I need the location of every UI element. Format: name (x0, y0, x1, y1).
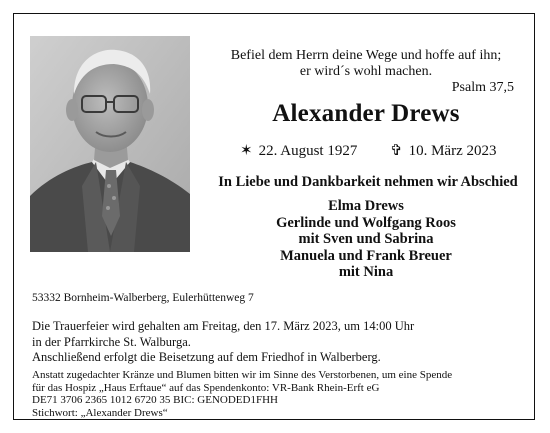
ceremony-details (32, 319, 522, 366)
birth-date: 22. August 1927 (258, 143, 358, 159)
donation-line: DE71 3706 2365 1012 6720 35 BIC: GENODED1FHH (32, 394, 278, 406)
death-date: 10. März 2023 (408, 143, 497, 159)
donation-line: Stichwort: „Alexander Drews“ (32, 406, 168, 419)
star-icon: ✶ (240, 143, 253, 159)
mourners-list (212, 198, 520, 281)
mourner-line: mit Sven und Sabrina (298, 231, 434, 247)
ceremony-line: in der Pfarrkirche St. Walburga. (32, 334, 191, 349)
psalm-reference: Psalm 37,5 (451, 80, 514, 95)
mourner-line: mit Nina (338, 264, 394, 280)
mourner-line: Manuela und Frank Breuer (280, 247, 452, 264)
ceremony-line: Anschließend erfolgt die Beisetzung auf dem Friedhof in Walberberg. (32, 350, 381, 364)
donation-line: Anstatt zugedachter Kränze und Blumen bitten wir im Sinne des Verstorbenen, um eine Spende (32, 369, 453, 381)
mourner-line: Gerlinde und Wolfgang Roos (276, 214, 456, 231)
farewell-line: In Liebe und Dankbarkeit nehmen wir Abschied (218, 174, 518, 190)
donation-line: für das Hospiz „Haus Erftaue“ auf das Spendenkonto: VR-Bank Rhein-Erft eG (32, 381, 380, 394)
death-date-group (390, 141, 496, 160)
psalm-line-1: Befiel dem Herrn deine Wege und hoffe auf ihn; (230, 48, 502, 63)
psalm-line-2: er wird´s wohl machen. (299, 64, 433, 79)
mourner-line: Elma Drews (328, 198, 404, 214)
portrait-photo (30, 36, 190, 252)
cross-icon: ✞ (390, 143, 403, 159)
address: 53332 Bornheim-Walberberg, Eulerhüttenweg 7 (32, 292, 254, 304)
deceased-name: Alexander Drews (272, 100, 460, 127)
donation-request (32, 369, 522, 419)
ceremony-line: Die Trauerfeier wird gehalten am Freitag, den 17. März 2023, um 14:00 Uhr (32, 319, 415, 333)
birth-date-group (240, 141, 357, 160)
psalm-verse (212, 48, 520, 80)
